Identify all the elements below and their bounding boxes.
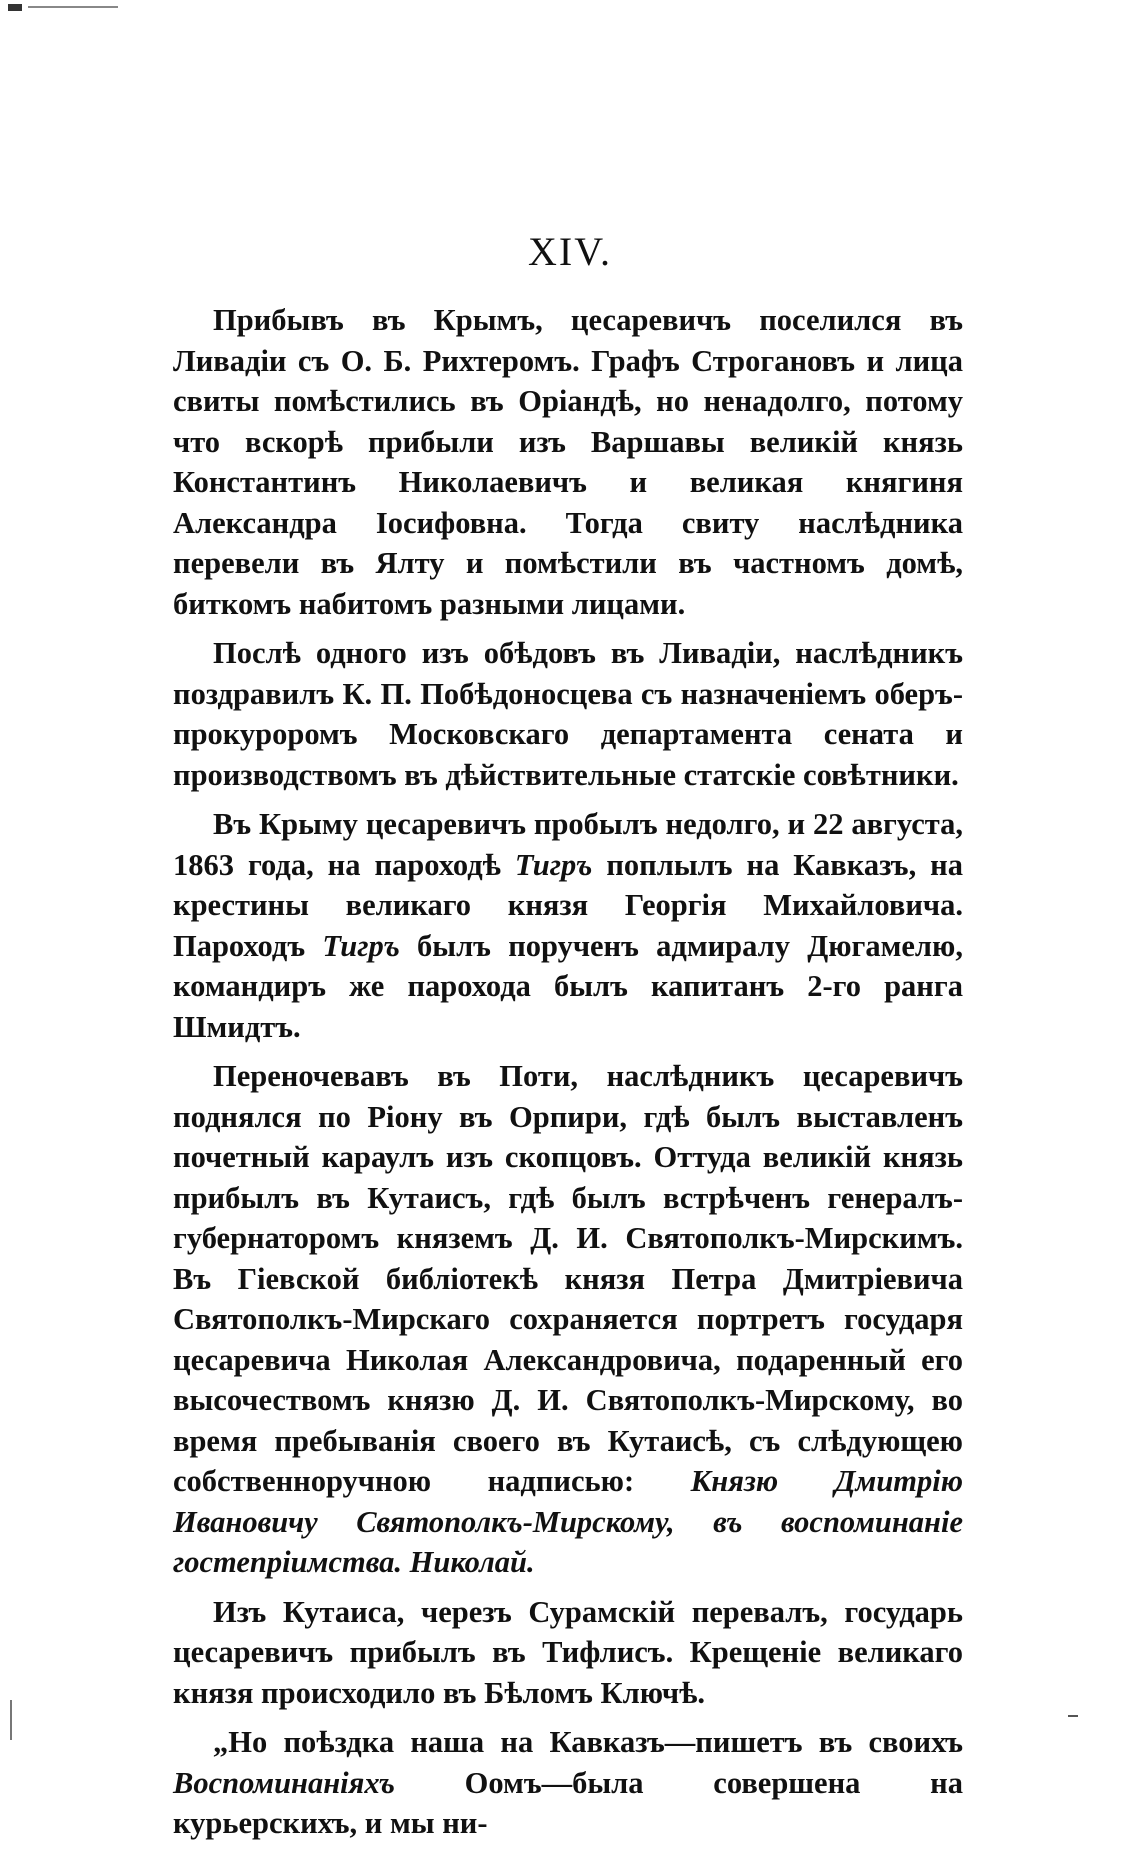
scan-mark-top-edge [28,6,118,8]
ship-name-italic: Тигръ [514,847,593,882]
paragraph-5 [173,1592,963,1714]
text-run: Прибывъ въ Крымъ, цесаревичъ поселился въ Ливадіи съ О. Б. Рихтеромъ. Графъ Строгановъ и лица свиты помѣстились въ Оріандѣ, но ненадолго, потому что вскорѣ прибыли изъ Варшавы великій князь Константинъ Николаевичъ и великая княгиня Александра Іосифовна. Тогда свиту наслѣдника перевели въ Ялту и помѣстили въ частномъ домѣ, биткомъ набитомъ разными лицами. [173,303,963,621]
paragraph-1 [173,300,963,624]
text-run: былъ порученъ адмиралу Дюгамелю, командиръ же парохода былъ капитанъ 2-го ранга Шмидтъ. [173,928,963,1044]
text-run: Послѣ одного изъ обѣдовъ въ Ливадіи, наслѣдникъ поздравилъ К. П. Побѣдоносцева съ назначеніемъ оберъ-прокуроромъ Московскаго департамента сената и производствомъ въ дѣйствительные статскіе совѣтники. [173,636,963,792]
ship-name-italic: Тигръ [322,928,400,963]
text-run: Изъ Кутаиса, черезъ Сурамскій перевалъ, государь цесаревичъ прибылъ въ Тифлисъ. Крещеніе великаго князя происходило въ Бѣломъ Ключѣ. [173,1594,963,1710]
scan-mark-left-edge [10,1700,12,1740]
scan-mark-top-left [8,4,22,11]
scan-mark-bottom-right [1068,1715,1078,1717]
text-run: поплылъ на Кавказъ, на крестины великаго князя Георгія Михайловича. Пароходъ [173,847,963,963]
text-run: Переночевавъ въ Поти, наслѣдникъ цесаревичъ поднялся по Ріону въ Орпири, гдѣ былъ выставленъ почетный караулъ изъ скопцовъ. Оттуда великій князь прибылъ въ Кутаисъ, гдѣ былъ встрѣченъ генералъ-губернаторомъ княземъ Д. И. Святополкъ-Мирскимъ. Въ Гіевской библіотекѣ князя Петра Дмитріевича Святополкъ-Мирскаго сохраняется портретъ государя цесаревича Николая Александровича, подаренный его высочествомъ князю Д. И. Святополкъ-Мирскому, во время пребыванія своего въ Кутаисѣ, съ слѣдующею собственноручною надписью: [173,1059,963,1498]
paragraph-2 [173,633,963,795]
chapter-heading: XIV. [528,229,612,274]
book-title-italic: Воспоминаніяхъ [173,1765,395,1800]
text-run: „Но поѣздка наша на Кавказъ—пишетъ въ своихъ [213,1725,963,1759]
paragraph-6 [173,1722,963,1844]
paragraph-4 [173,1056,963,1583]
text-run: Оомъ—была совершена на курьерскихъ, и мы ни- [173,1765,963,1840]
text-run: Въ Крыму цесаревичъ пробылъ недолго, и 22 августа, 1863 года, на пароходѣ [173,807,963,882]
inscription-italic: Князю Дмитрію Ивановичу Святополкъ-Мирскому, въ воспоминаніе гостепріимства. Николай. [173,1464,963,1579]
paragraph-3 [173,804,963,1047]
body-text [173,300,963,1853]
